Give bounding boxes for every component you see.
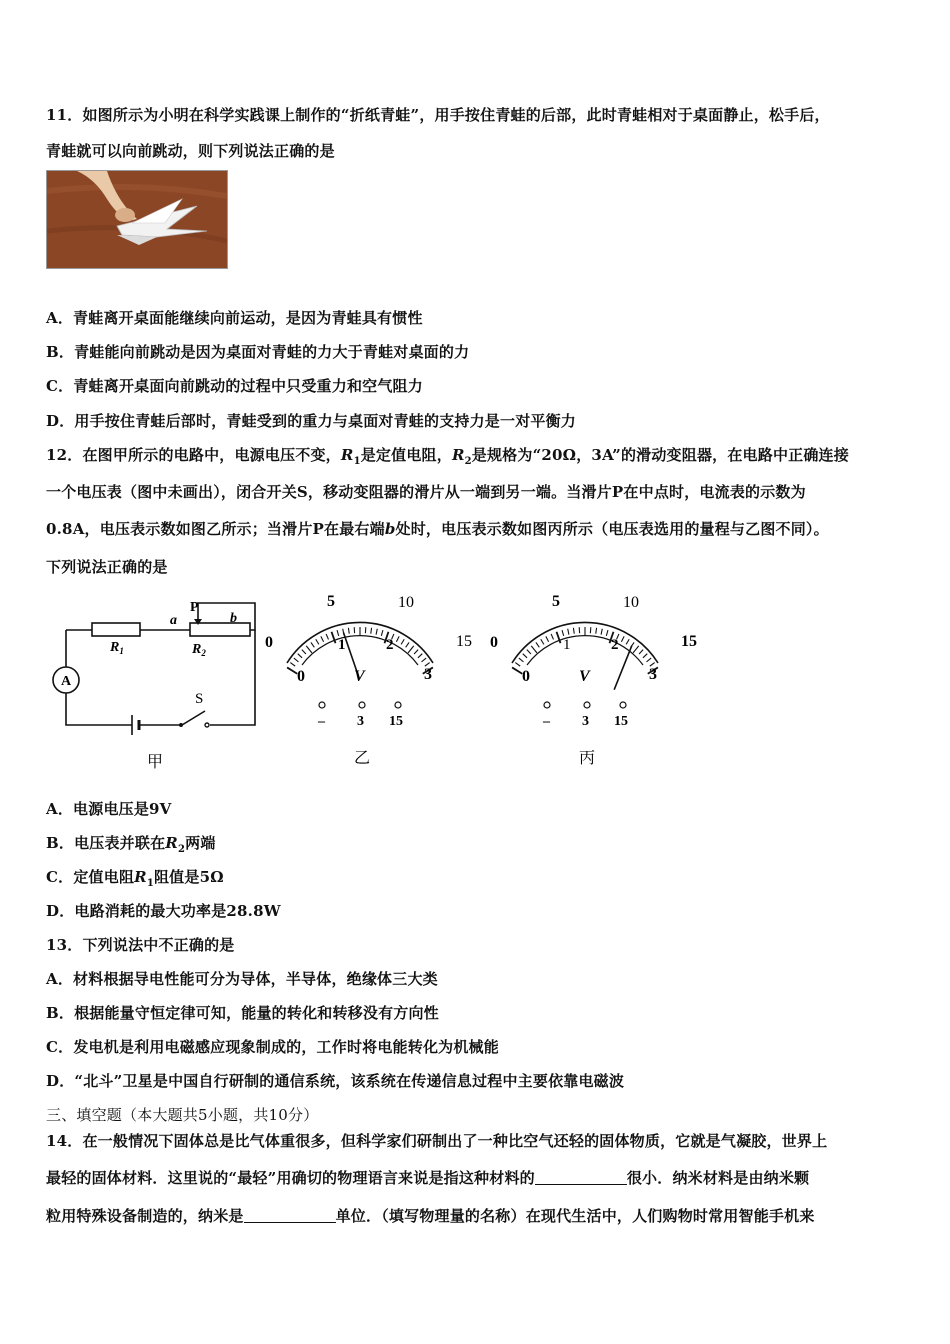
bing-top-0: 0: [490, 634, 498, 651]
bing-tick: [647, 658, 652, 662]
yi-terminal-15-label: 15: [389, 714, 403, 729]
q14-line2: [46, 1167, 809, 1188]
terminal-b-label: b: [230, 611, 237, 626]
yi-top-5: 5: [327, 593, 335, 610]
r1-label-main: R: [110, 640, 120, 655]
slider-wire: [198, 603, 255, 630]
q11-stem-line2: 青蛙就可以向前跳动，则下列说法正确的是: [46, 142, 335, 160]
yi-tick: [376, 629, 377, 635]
q12-l3-c: 处时，电压表示数如图丙所示（电压表选用的量程与乙图不同）。: [395, 520, 829, 538]
q12-figures-svg: [40, 585, 720, 775]
q13-stem: 13．下列说法中不正确的是: [46, 936, 235, 954]
q12-opt-b-pre: B．电压表并联在: [46, 834, 166, 852]
q11-option-b: B．青蛙能向前跳动是因为桌面对青蛙的力大于青蛙对桌面的力: [46, 343, 470, 361]
bing-tick: [621, 636, 624, 641]
yi-bottom-0: 0: [297, 668, 305, 685]
bing-top-15: 15: [681, 633, 697, 650]
q12-opt-b-post: 两端: [185, 834, 216, 852]
yi-tick: [337, 630, 339, 636]
q14-line1: 14．在一般情况下固体总是比气体重很多，但科学家们研制出了一种比空气还轻的固体物质，它就是气凝胶，世界上: [46, 1132, 828, 1150]
q12-figures: [40, 585, 720, 775]
yi-top-0: 0: [265, 634, 273, 651]
r2-label-main: R: [192, 642, 202, 657]
q11-stem-line1: 11．如图所示为小明在科学实践课上制作的“折纸青蛙”，用手按住青蛙的后部，此时青蛙相对于桌面静止，松手后，: [46, 106, 830, 124]
bing-tick: [633, 646, 639, 653]
bing-tick: [639, 650, 643, 654]
yi-tick: [311, 642, 314, 647]
q12-opt-c-sub: 1: [146, 878, 154, 889]
yi-tick: [290, 663, 295, 667]
r2-label: [191, 642, 206, 658]
bing-terminal-neg-label: –: [543, 714, 550, 729]
bing-bottom-2: 2: [611, 637, 619, 653]
bing-terminal-15-label: 15: [614, 714, 628, 729]
bing-top-10: 10: [623, 594, 639, 611]
yi-ticks: [287, 627, 433, 674]
yi-terminal-15: [395, 702, 401, 708]
q12-l1-sub1: 1: [353, 456, 361, 467]
switch-contact: [205, 723, 209, 727]
wire-right: [210, 630, 255, 725]
q13-option-a: A．材料根据导电性能可分为导体，半导体，绝缘体三大类: [46, 970, 438, 988]
bing-tick: [551, 634, 553, 640]
voltmeter-yi: [265, 593, 472, 767]
bing-tick: [541, 639, 544, 644]
bing-tick: [515, 663, 520, 667]
q13-option-b: B．根据能量守恒定律可知，能量的转化和转移没有方向性: [46, 1004, 439, 1022]
switch-label: S: [195, 691, 204, 707]
bing-tick: [519, 658, 524, 662]
bing-tick: [601, 629, 602, 635]
yi-tick: [418, 654, 422, 658]
q11-option-c: C．青蛙离开桌面向前跳动的过程中只受重力和空气阻力: [46, 377, 423, 395]
circuit-diagram: [53, 603, 255, 735]
yi-inner-arc: [302, 636, 418, 665]
q12-l3-b: b: [384, 520, 396, 538]
bing-terminal-3: [584, 702, 590, 708]
q11-option-d: D．用手按住青蛙后部时，青蛙受到的重力与桌面对青蛙的支持力是一对平衡力: [46, 412, 577, 430]
q14-blank-2[interactable]: [244, 1208, 336, 1223]
switch-pivot: [179, 723, 183, 727]
bing-tick: [536, 642, 539, 647]
bing-tick: [626, 639, 629, 644]
yi-tick: [348, 628, 349, 634]
yi-terminal-3-label: 3: [357, 714, 364, 729]
bing-bottom-3: 3: [649, 666, 657, 683]
bing-bottom-0: 0: [522, 668, 530, 685]
yi-terminal-3: [359, 702, 365, 708]
bing-terminal-15: [620, 702, 626, 708]
q14-l2-b: 很小．纳米材料是由纳米颗: [626, 1169, 810, 1187]
q12-option-d: D．电路消耗的最大功率是28.8W: [46, 902, 281, 920]
yi-tick: [302, 650, 306, 654]
q12-stem-line1: [46, 444, 849, 467]
bing-bottom-1: 1: [563, 637, 571, 653]
bing-unit: V: [579, 668, 590, 685]
q12-l1-c: 是规格为“20Ω，3A”的滑动变阻器，在电路中正确连接: [471, 446, 849, 464]
yi-top-15: 15: [456, 633, 472, 650]
yi-tick: [321, 636, 324, 641]
yi-terminal-neg: [319, 702, 325, 708]
yi-unit: V: [354, 668, 365, 685]
q12-option-a: A．电源电压是9V: [46, 800, 172, 818]
resistor-r2: [190, 623, 250, 636]
yi-tick: [422, 658, 427, 662]
q12-l1-a: 12．在图甲所示的电路中，电源电压不变，: [46, 446, 341, 464]
terminal-a-label: a: [170, 613, 177, 628]
q12-opt-c-pre: C．定值电阻: [46, 868, 135, 886]
q12-l3-a: 0.8A，电压表示数如图乙所示；当滑片P在最右端: [46, 520, 385, 538]
circuit-caption: 甲: [147, 754, 164, 771]
yi-tick: [294, 658, 299, 662]
bing-top-5: 5: [552, 593, 560, 610]
r1-label-sub: 1: [119, 646, 124, 656]
yi-tick: [287, 667, 297, 673]
q12-l1-sub2: 2: [464, 456, 472, 467]
slider-arrow-icon: [194, 619, 202, 625]
q12-opt-c-r: R: [134, 868, 147, 886]
q14-line3: [46, 1205, 815, 1226]
yi-tick: [414, 650, 418, 654]
yi-tick: [371, 628, 372, 634]
q11-option-a: A．青蛙离开桌面能继续向前运动，是因为青蛙具有惯性: [46, 309, 423, 327]
yi-tick: [298, 654, 302, 658]
bing-tick: [531, 646, 537, 653]
yi-top-10: 10: [398, 594, 414, 611]
bing-tick: [568, 629, 569, 635]
bing-tick: [573, 628, 574, 634]
bing-terminal-neg: [544, 702, 550, 708]
yi-tick: [306, 646, 312, 653]
q12-opt-b-r: R: [165, 834, 178, 852]
yi-tick: [316, 639, 319, 644]
bing-tick: [512, 667, 522, 673]
bing-tick: [523, 654, 527, 658]
yi-tick: [408, 646, 414, 653]
bing-tick: [527, 650, 531, 654]
q13-option-c: C．发电机是利用电磁感应现象制成的，工作时将电能转化为机械能: [46, 1038, 499, 1056]
bing-tick: [562, 630, 564, 636]
q12-opt-c-post: 阻值是5Ω: [153, 868, 224, 886]
resistor-r1: [92, 623, 140, 636]
bing-tick: [546, 636, 549, 641]
paper-frog-illustration: [47, 171, 227, 268]
section3-heading: 三、填空题（本大题共5小题，共10分）: [46, 1106, 319, 1124]
q12-opt-b-sub: 2: [177, 844, 186, 855]
slider-p-label: P: [190, 600, 199, 615]
bing-tick: [643, 654, 647, 658]
q12-stem-line3: [46, 518, 829, 539]
yi-bottom-3: 3: [424, 666, 432, 683]
q12-l1-r2: R: [451, 446, 465, 464]
q12-option-b: [46, 832, 216, 855]
paper-frog-photo: [46, 170, 228, 269]
q14-blank-1[interactable]: [535, 1170, 627, 1185]
voltmeter-bing: [490, 593, 697, 767]
yi-tick: [381, 630, 383, 636]
wire-left-bottom: [66, 693, 132, 725]
yi-tick: [406, 642, 409, 647]
bing-terminal-3-label: 3: [582, 714, 589, 729]
q14-l3-b: 单位．（填写物理量的名称）在现代生活中，人们购物时常用智能手机来: [335, 1207, 815, 1225]
ammeter-label: A: [61, 674, 72, 689]
q12-l1-r1: R: [340, 446, 354, 464]
bing-caption: 丙: [579, 750, 596, 767]
q12-option-c: [46, 866, 224, 889]
q12-l1-b: 是定值电阻，: [360, 446, 452, 464]
q14-l3-a: 粒用特殊设备制造的，纳米是: [46, 1207, 244, 1225]
r1-label: [109, 640, 124, 656]
yi-tick: [326, 634, 328, 640]
yi-tick: [401, 639, 404, 644]
switch-lever: [182, 711, 205, 725]
bing-ticks: [512, 627, 658, 674]
bing-tick: [596, 628, 597, 634]
q12-stem-line2: 一个电压表（图中未画出），闭合开关S，移动变阻器的滑片从一端到另一端。当滑片P在中点时，电流表的示数为: [46, 483, 806, 501]
q12-stem-line4: 下列说法正确的是: [46, 558, 168, 576]
yi-bottom-1: 1: [338, 637, 346, 653]
yi-tick: [396, 636, 399, 641]
q14-l2-a: 最轻的固体材料．这里说的“最轻”用确切的物理语言来说是指这种材料的: [46, 1169, 535, 1187]
bing-tick: [606, 630, 608, 636]
r2-label-sub: 2: [201, 648, 206, 658]
yi-caption: 乙: [354, 750, 371, 767]
yi-terminal-neg-label: –: [318, 714, 325, 729]
yi-bottom-2: 2: [386, 637, 394, 653]
q13-option-d: D．“北斗”卫星是中国自行研制的通信系统，该系统在传递信息过程中主要依靠电磁波: [46, 1072, 625, 1090]
